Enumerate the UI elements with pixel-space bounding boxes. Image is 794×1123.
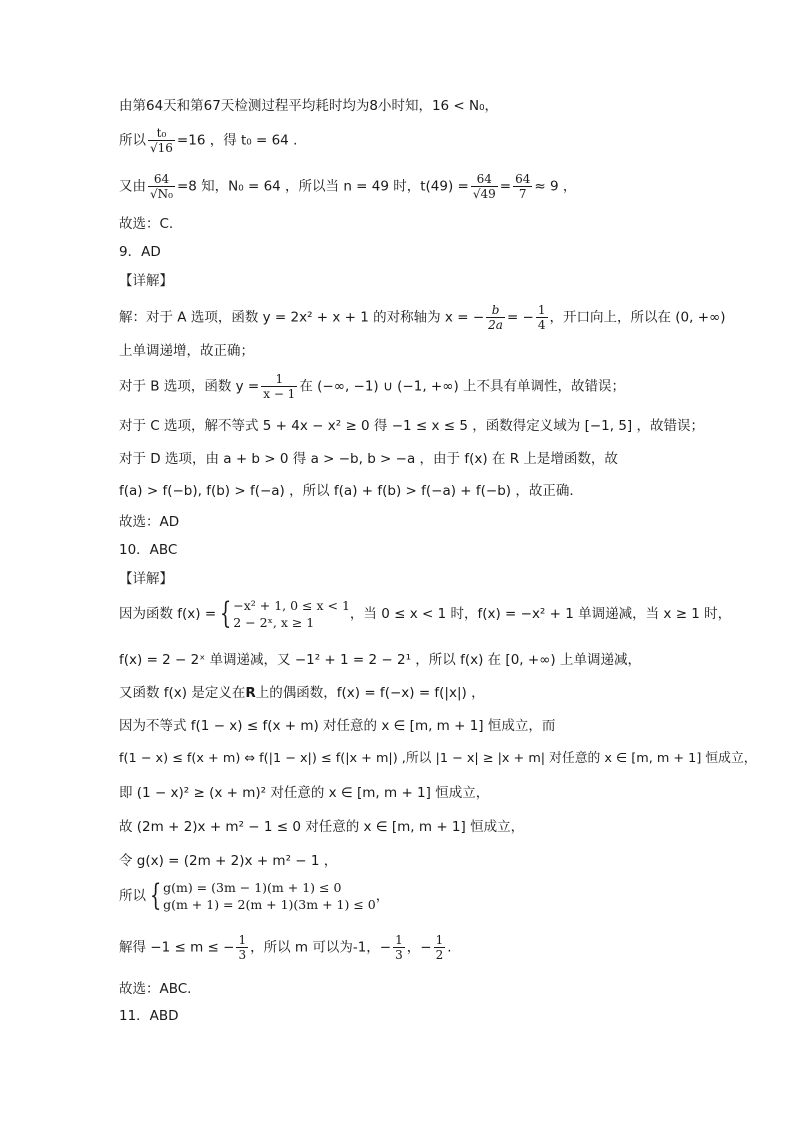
- fraction-numerator: 1: [435, 933, 444, 947]
- fraction: [393, 933, 405, 962]
- fraction-denominator: 4: [537, 318, 546, 332]
- fraction: [261, 372, 297, 401]
- question-number: 11．ABD: [119, 1008, 179, 1024]
- text-fragment: 所以: [119, 132, 146, 149]
- text-fragment: .: [447, 939, 452, 956]
- brace-icon: {: [219, 596, 232, 631]
- fraction-denominator: √16: [150, 141, 173, 155]
- brace-icon: {: [149, 878, 162, 913]
- text-fragment: 对于 B 选项，函数 y =: [119, 378, 260, 395]
- text-fragment: ，: [375, 888, 390, 904]
- text-fragment: ，所以 m 可以为-1，−: [250, 939, 392, 956]
- fraction: [148, 126, 175, 155]
- text-line: 故选：ABC.: [119, 981, 192, 997]
- fraction: [471, 172, 498, 201]
- fraction: [148, 172, 175, 201]
- text-line: 令 g(x) = (2m + 2)x + m² − 1 ，: [119, 853, 338, 869]
- fraction: [513, 172, 532, 201]
- text-line: 由第64天和第67天检测过程平均耗时均为8小时知，16 < N₀，: [119, 98, 499, 114]
- text-fragment: = −: [506, 309, 534, 326]
- fraction-denominator: √N₀: [150, 187, 173, 201]
- case-line: g(m + 1) = 2(m + 1)(3m + 1) ≤ 0: [163, 897, 376, 912]
- case-line: g(m) = (3m − 1)(m + 1) ≤ 0: [163, 880, 342, 895]
- fraction-numerator: 1: [395, 933, 403, 947]
- text-fragment: =8 知，N₀ = 64 ，所以当 n = 49 时，t(49) =: [176, 178, 469, 195]
- fraction-denominator: 3: [395, 948, 403, 962]
- text-line: [119, 933, 452, 962]
- text-line: f(1 − x) ≤ f(x + m) ⇔ f(|1 − x|) ≤ f(|x + m|) ,所以 |1 − x| ≥ |x + m| 对任意的 x ∈ [m, m + 1] 恒成立，: [119, 751, 757, 766]
- case-line: −x² + 1, 0 ≤ x < 1: [233, 598, 350, 613]
- fraction-numerator: 1: [238, 933, 247, 947]
- fraction-numerator: t₀: [148, 126, 175, 141]
- question-number: 9．AD: [119, 244, 161, 260]
- text-line: 故选：AD: [119, 514, 180, 530]
- fraction-numerator: 1: [261, 372, 297, 387]
- fraction: [486, 303, 505, 332]
- case-line: 2 − 2ˣ, x ≥ 1: [233, 615, 315, 630]
- text-fragment: 又函数 f(x) 是定义在: [119, 685, 246, 701]
- text-line: [119, 303, 726, 332]
- text-fragment: 又由: [119, 178, 146, 195]
- text-fragment: R: [245, 685, 256, 701]
- text-line: 对于 C 选项，解不等式 5 + 4x − x² ≥ 0 得 −1 ≤ x ≤ 5 ，函数得定义域为 [−1, 5] ，故错误；: [119, 418, 704, 434]
- piecewise-cases: [163, 879, 376, 913]
- fraction-numerator: 64: [515, 172, 531, 186]
- text-line: [119, 597, 731, 631]
- text-fragment: 上的偶函数，f(x) = f(−x) = f(|x|) ，: [255, 685, 485, 701]
- text-line: 对于 D 选项，由 a + b > 0 得 a > −b, b > −a ，由于 f(x) 在 R 上是增函数，故: [119, 451, 618, 467]
- text-line: 故选：C.: [119, 216, 174, 232]
- fraction: [536, 303, 548, 332]
- section-heading: 【详解】: [119, 273, 173, 289]
- fraction-numerator: 64: [148, 172, 175, 187]
- piecewise-cases: [233, 597, 350, 631]
- text-fragment: ，−: [406, 939, 432, 956]
- text-line: [119, 172, 576, 201]
- text-fragment: =16 ，得 t₀ = 64 .: [176, 132, 298, 149]
- text-fragment: ≈ 9 ，: [534, 178, 577, 195]
- fraction-denominator: √49: [472, 187, 496, 201]
- fraction-denominator: 3: [238, 948, 247, 962]
- fraction-numerator: 64: [471, 172, 498, 187]
- fraction: [236, 933, 248, 962]
- question-number: 10．ABC: [119, 542, 178, 558]
- text-fragment: 在 (−∞, −1) ∪ (−1, +∞) 上不具有单调性，故错误；: [299, 378, 626, 395]
- fraction-denominator: 2: [435, 948, 444, 962]
- text-line: f(a) > f(−b), f(b) > f(−a) ，所以 f(a) + f(b) > f(−a) + f(−b) ，故正确.: [119, 483, 574, 499]
- fraction-numerator: 1: [537, 303, 546, 317]
- text-fragment: =: [499, 178, 512, 195]
- fraction-denominator: 7: [518, 187, 527, 201]
- fraction-numerator: b: [486, 303, 505, 318]
- fraction-denominator: 2a: [488, 318, 503, 332]
- text-fragment: 所以: [119, 888, 146, 904]
- section-heading: 【详解】: [119, 571, 173, 587]
- fraction: [434, 933, 446, 962]
- text-fragment: 解：对于 A 选项，函数 y = 2x² + x + 1 的对称轴为 x = −: [119, 309, 485, 326]
- text-line: 即 (1 − x)² ≥ (x + m)² 对任意的 x ∈ [m, m + 1] 恒成立，: [119, 785, 490, 801]
- text-line: 上单调递增，故正确；: [119, 343, 254, 359]
- text-line: 因为不等式 f(1 − x) ≤ f(x + m) 对任意的 x ∈ [m, m + 1] 恒成立，而: [119, 718, 556, 734]
- text-line: f(x) = 2 − 2ˣ 单调递减，又 −1² + 1 = 2 − 2¹ ，所以 f(x) 在 [0, +∞) 上单调递减，: [119, 652, 641, 668]
- text-fragment: 解得 −1 ≤ m ≤ −: [119, 939, 235, 956]
- text-line: [119, 126, 297, 155]
- fraction-denominator: x − 1: [263, 387, 296, 401]
- text-fragment: 因为函数 f(x) =: [119, 606, 217, 622]
- text-fragment: ，当 0 ≤ x < 1 时，f(x) = −x² + 1 单调递减，当 x ≥ 1 时，: [349, 606, 732, 622]
- text-line: [119, 372, 625, 401]
- text-line: [119, 683, 485, 703]
- text-line: 故 (2m + 2)x + m² − 1 ≤ 0 对任意的 x ∈ [m, m + 1] 恒成立，: [119, 819, 525, 835]
- text-fragment: ，开口向上，所以在 (0, +∞): [549, 309, 726, 326]
- text-line: [119, 879, 389, 913]
